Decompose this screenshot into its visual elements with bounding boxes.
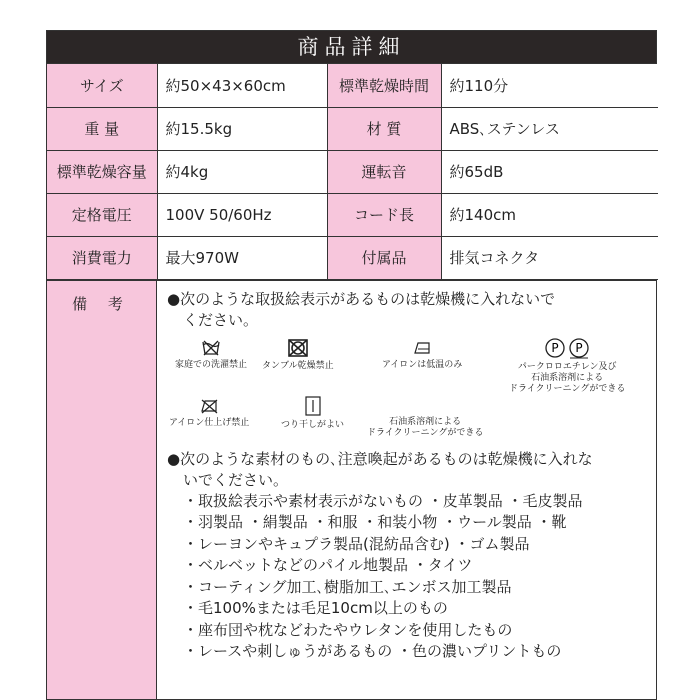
care-symbol: [509, 337, 625, 395]
care-symbol-label: 石油系溶剤による: [389, 416, 462, 427]
list-item: ・レースや刺しゅうがあるもの ・色の濃いプリントもの: [183, 642, 562, 660]
spec-value: 最大970W: [157, 236, 327, 279]
spec-value: 約50×43×60cm: [157, 64, 327, 107]
list-item: ・毛100%または毛足10cm以上のもの: [183, 599, 448, 617]
table-row: [47, 150, 658, 193]
spec-value: 排気コネクタ: [441, 236, 658, 279]
material-notice: [167, 449, 657, 663]
spec-label: 標準乾燥容量: [47, 150, 157, 193]
notice-line: ●次のような素材のもの､注意喚起があるものは乾燥機に入れな: [167, 449, 593, 468]
notice-line: ください。: [183, 310, 259, 329]
spec-value: 100V 50/60Hz: [157, 193, 327, 236]
care-symbol-label: ドライクリーニングができる: [367, 427, 484, 438]
notes-body: [157, 281, 656, 699]
list-item: ・座布団や枕などわたやウレタンを使用したもの: [183, 620, 513, 639]
care-symbol-notice: [167, 289, 647, 331]
spec-value: 約140cm: [441, 193, 658, 236]
spec-value: 約65dB: [441, 150, 658, 193]
no-tumble-dry-icon: [287, 338, 309, 358]
care-symbol-label: つり干しがよい: [281, 419, 345, 430]
spec-label: コード長: [327, 193, 441, 236]
p-letter: P: [575, 340, 583, 355]
no-iron-icon: [198, 397, 220, 415]
care-symbol-label: アイロンは低温のみ: [382, 359, 463, 370]
care-symbol-label: 家庭での洗濯禁止: [175, 359, 248, 370]
care-symbol-label: パークロロエチレン及び: [517, 361, 617, 372]
table-row: [47, 193, 658, 236]
care-symbol-label: アイロン仕上げ禁止: [169, 417, 250, 428]
iron-low-icon: [411, 339, 433, 357]
list-item: ・レーヨンやキュプラ製品(混紡品含む) ・ゴム製品: [183, 534, 530, 553]
list-item: ・コーティング加工､樹脂加工､エンボス加工製品: [183, 577, 512, 596]
spec-table: [47, 64, 658, 280]
care-symbol: [169, 397, 249, 429]
table-row: [47, 107, 658, 150]
care-symbol-label: タンブル乾燥禁止: [262, 360, 334, 371]
page-title: 商品詳細: [47, 31, 656, 64]
notice-line: いでください。: [183, 470, 289, 489]
spec-label: サイズ: [47, 64, 157, 107]
care-symbol: [367, 417, 483, 439]
product-details-sheet: [46, 30, 657, 700]
notes-section: [47, 280, 656, 699]
dry-clean-p-icon: [542, 337, 592, 359]
spec-value: 約15.5kg: [157, 107, 327, 150]
notice-line: ●次のような取扱絵表示があるものは乾燥機に入れないで: [167, 289, 556, 308]
table-row: [47, 64, 658, 107]
care-symbol: [382, 339, 462, 371]
spec-label: 定格電圧: [47, 193, 157, 236]
spec-label: 付属品: [327, 236, 441, 279]
list-item: ・ベルベットなどのパイル地製品 ・タイツ: [183, 556, 473, 574]
care-symbol-label: ドライクリーニングができる: [509, 383, 626, 394]
spec-label: 標準乾燥時間: [327, 64, 441, 107]
notes-label: 備 考: [47, 281, 157, 699]
spec-label: 重 量: [47, 107, 157, 150]
hang-dry-icon: [303, 395, 323, 417]
spec-value: 約4kg: [157, 150, 327, 193]
no-wash-icon: [201, 339, 221, 357]
list-item: ・取扱絵表示や素材表示がないもの ・皮革製品 ・毛皮製品: [183, 491, 583, 510]
list-item: ・羽製品 ・絹製品 ・和服 ・和装小物 ・ウール製品 ・靴: [183, 513, 567, 531]
care-symbol: [281, 395, 344, 431]
care-symbol: [262, 338, 334, 372]
spec-label: 材 質: [327, 107, 441, 150]
care-symbol-label: 石油系溶剤による: [531, 372, 604, 383]
spec-label: 消費電力: [47, 236, 157, 279]
table-row: [47, 236, 658, 279]
p-letter: P: [551, 340, 559, 355]
care-symbol: [175, 339, 247, 371]
spec-value: ABS､ステンレス: [441, 107, 658, 150]
spec-value: 約110分: [441, 64, 658, 107]
spec-label: 運転音: [327, 150, 441, 193]
